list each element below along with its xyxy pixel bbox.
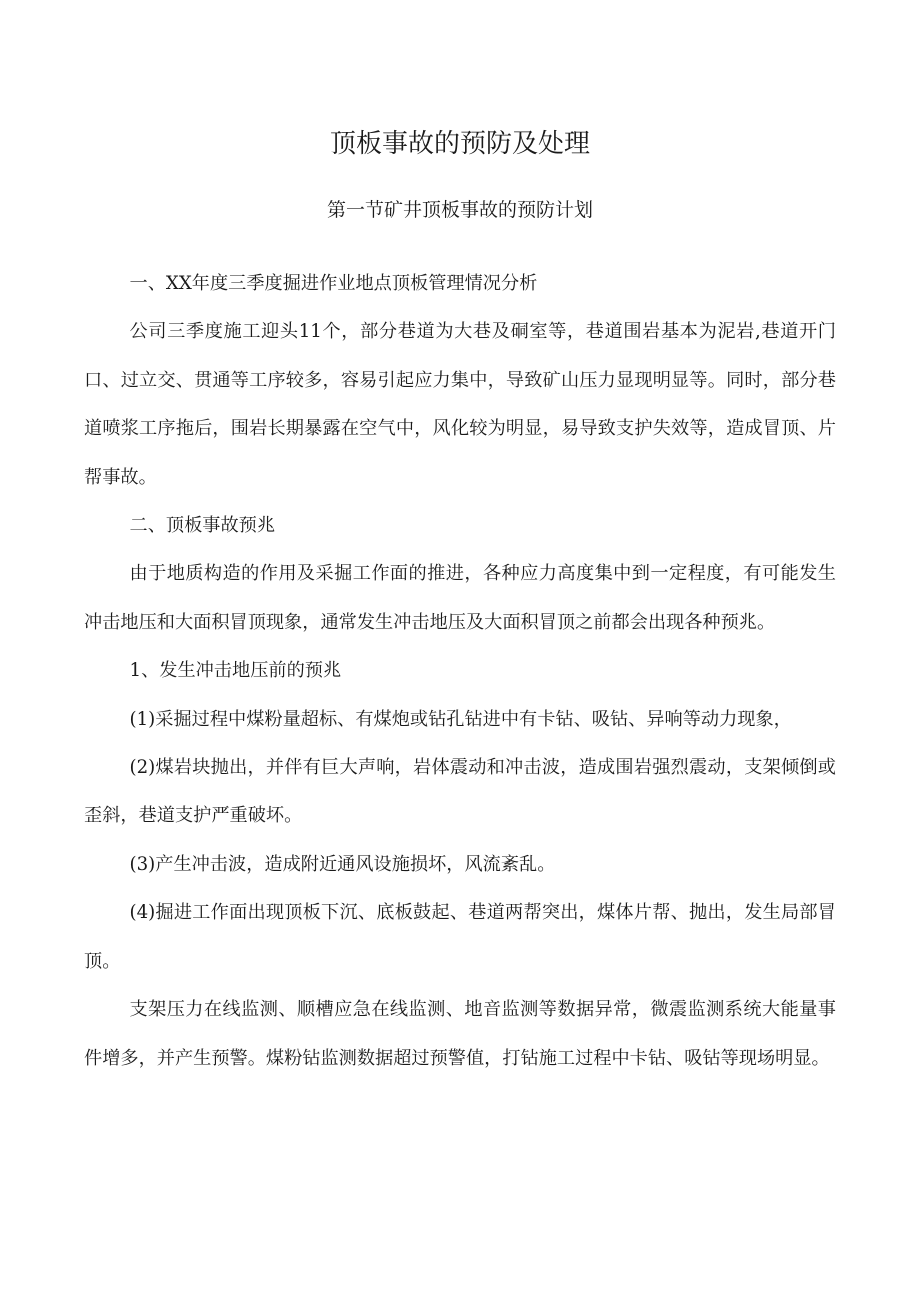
section-title: 第一节矿井顶板事故的预防计划 [326, 199, 593, 221]
heading-paragraph-2: 二、顶板事故预兆 [129, 515, 276, 537]
body-paragraph-2: 由于地质构造的作用及采掘工作面的推进，各种应力高度集中到一定程度，有可能发生冲击地压和大面积冒顶现象，通常发生冲击地压及大面积冒顶之前都会出现各种预兆。 [84, 563, 836, 633]
heading-paragraph-1: 一、XX年度三季度掘进作业地点顶板管理情况分析 [129, 273, 538, 294]
list-item-4: (4)掘进工作面出现顶板下沉、底板鼓起、巷道两帮突出，煤体片帮、抛出，发生局部冒顶。 [84, 902, 836, 972]
body-paragraph-1: 公司三季度施工迎头11个，部分巷道为大巷及硐室等，巷道围岩基本为泥岩,巷道开门口、过立交、贯通等工序较多，容易引起应力集中，导致矿山压力显现明显等。同时，部分巷道喷浆工序拖后，围岩长期暴露在空气中，风化较为明显，易导致支护失效等，造成冒顶、片帮事故。 [84, 321, 836, 488]
list-item-1: (1)采掘过程中煤粉量超标、有煤炮或钻孔钻进中有卡钻、吸钻、异响等动力现象， [129, 708, 792, 730]
body-paragraph-3: 支架压力在线监测、顺槽应急在线监测、地音监测等数据异常，微震监测系统大能量事件增多，并产生预警。煤粉钻监测数据超过预警值，打钻施工过程中卡钻、吸钻等现场明显。 [84, 999, 836, 1069]
list-item-3: (3)产生冲击波，造成附近通风设施损坏，风流紊乱。 [129, 853, 556, 875]
document-title: 顶板事故的预防及处理 [329, 129, 590, 159]
heading-paragraph-3: 1、发生冲击地压前的预兆 [129, 660, 342, 682]
list-item-2: (2)煤岩块抛出，并伴有巨大声响，岩体震动和冲击波，造成围岩强烈震动，支架倾倒或歪斜，巷道支护严重破坏。 [84, 757, 836, 827]
document-body [84, 260, 836, 1083]
